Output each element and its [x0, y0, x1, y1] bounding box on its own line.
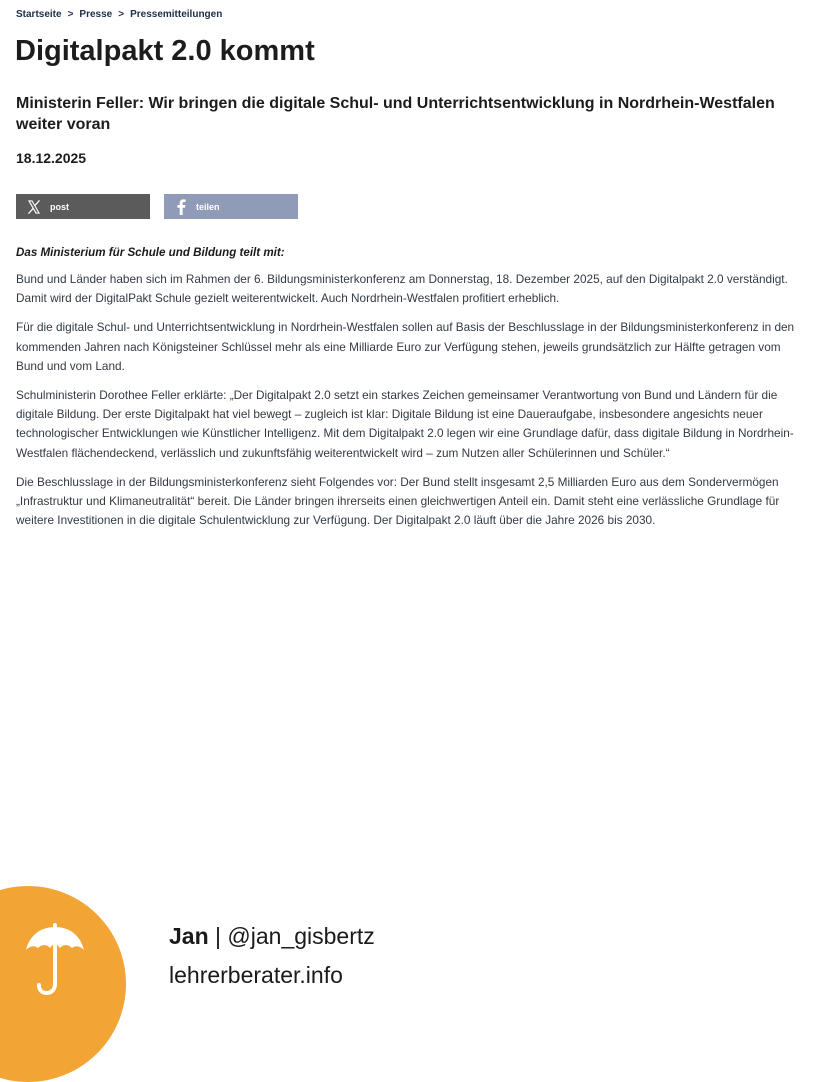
footer-website: lehrerberater.info: [169, 962, 343, 988]
footer-author: [169, 923, 375, 950]
article-intro: Das Ministerium für Schule und Bildung teilt mit:: [16, 246, 285, 259]
breadcrumb-separator: >: [118, 9, 125, 20]
umbrella-icon: [22, 922, 88, 996]
share-facebook-label: teilen: [196, 201, 220, 212]
footer-divider: |: [215, 923, 222, 949]
breadcrumb-startseite[interactable]: Startseite: [16, 9, 62, 20]
article-paragraph: Die Beschlusslage in der Bildungsministerkonferenz sieht Folgendes vor: Der Bund stellt insgesamt 2,5 Milliarden Euro aus dem Sondervermögen „Infrastruktur und Klimaneutralität“ bereit. Die Länder bringen ihrerseits einen gleichwertigen Anteil ein. Damit steht eine verlässliche Grundlage für weitere Investitionen in die digitale Schulentwicklung zur Verfügung. Der Digitalpakt 2.0 läuft über die Jahre 2026 bis 2030.: [16, 474, 780, 528]
publish-date: 18.12.2025: [16, 150, 87, 166]
breadcrumb-pressemitteilungen[interactable]: Pressemitteilungen: [130, 9, 223, 20]
share-x-label: post: [50, 201, 69, 212]
x-logo-icon: [26, 199, 42, 215]
article-paragraph: Bund und Länder haben sich im Rahmen der 6. Bildungsministerkonferenz am Donnerstag, 18. Dezember 2025, auf den Digitalpakt 2.0 verständigt. Damit wird der DigitalPakt Schule gezielt weiterentwickelt. Auch Nordrhein-Westfalen profitiert erheblich.: [16, 272, 788, 306]
author-handle: @jan_gisbertz: [227, 923, 375, 949]
share-facebook-button[interactable]: [164, 194, 298, 219]
share-x-button[interactable]: [16, 194, 150, 219]
breadcrumb-separator: >: [67, 9, 74, 20]
facebook-icon: [174, 199, 188, 215]
article-body: [16, 246, 806, 540]
article-paragraph: Für die digitale Schul- und Unterrichtsentwicklung in Nordrhein-Westfalen sollen auf Basis der Beschlusslage in der Bildungsministerkonferenz in den kommenden Jahren nach Königsteiner Schlüssel mehr als eine Milliarde Euro zur Verfügung stehen, jeweils grundsätzlich zur Hälfte getragen vom Bund und vom Land.: [16, 320, 795, 373]
breadcrumb-presse[interactable]: Presse: [79, 9, 113, 20]
page-title: Digitalpakt 2.0 kommt: [15, 35, 315, 67]
author-name: Jan: [169, 923, 209, 949]
article-subtitle: Ministerin Feller: Wir bringen die digitale Schul- und Unterrichtsentwicklung in Nordrhein-Westfalen weiter voran: [16, 95, 775, 133]
article-paragraph: Schulministerin Dorothee Feller erklärte: „Der Digitalpakt 2.0 setzt ein starkes Zeichen gemeinsamer Verantwortung von Bund und Ländern für die digitale Bildung. Der erste Digitalpakt hat viel bewegt – zugleich ist klar: Digitale Bildung ist eine Daueraufgabe, insbesondere angesichts neuer technologischer Entwicklungen wie Künstlicher Intelligenz. Mit dem Digitalpakt 2.0 legen wir eine Grundlage dafür, dass digitale Bildung in Nordrhein-Westfalen flächendeckend, verlässlich und zukunftsfähig weiterentwickelt wird – zum Nutzen aller Schülerinnen und Schüler.“: [16, 388, 794, 460]
breadcrumb: [16, 9, 222, 20]
